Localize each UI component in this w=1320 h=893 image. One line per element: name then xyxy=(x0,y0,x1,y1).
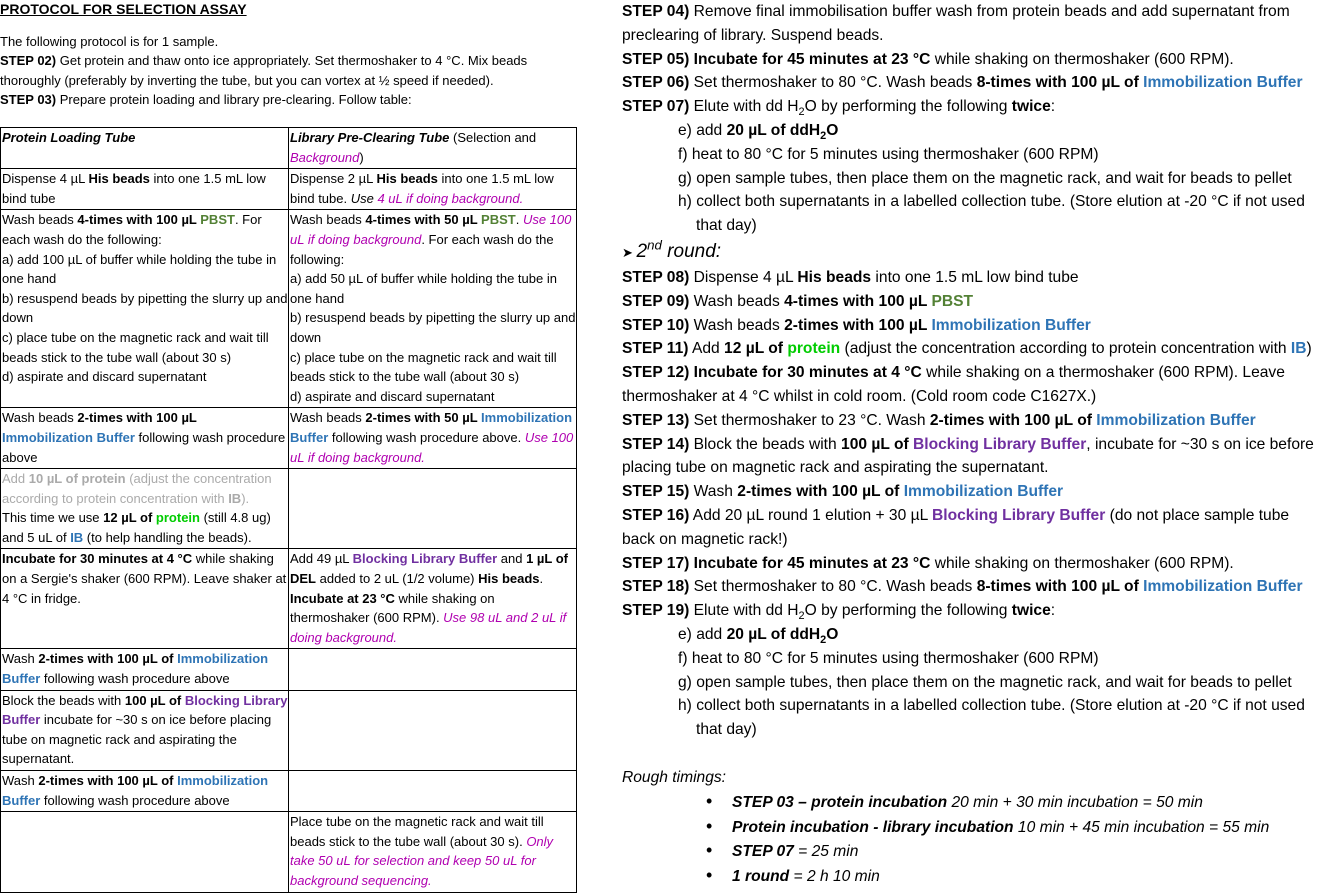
table-row: Incubate for 30 minutes at 4 °C while shaking on a Sergie's shaker (600 RPM). Leave shaker at 4 °C in fridge. Add 49 µL Blocking Library Buffer and 1 µL of DEL added to 2 uL (1/2 volume) His beads. Incubate at 23 °C while shaking on thermoshaker (600 RPM). Use 98 uL and 2 uL if doing background. xyxy=(1,549,577,649)
right-column xyxy=(622,0,1320,889)
substep-e: e) add 20 µL of ddH$_2$O xyxy=(678,625,839,647)
step-15: STEP 15) Wash 2-times with 100 µL of Immobilization Buffer xyxy=(622,483,1064,501)
substep-h: h) collect both supernatants in a labelled collection tube. (Store elution at -20 °C if not used that day) xyxy=(678,697,1305,739)
step-02: STEP 02) Get protein and thaw onto ice appropriately. Set thermoshaker to 4 °C. Mix beads thoroughly (preferably by inverting the tube, but you can vortex at ½ speed if needed). xyxy=(0,53,528,88)
substep-f: f) heat to 80 °C for 5 minutes using thermoshaker (600 RPM) xyxy=(678,649,1099,667)
substep-g: g) open sample tubes, then place them on the magnetic rack, and wait for beads to pellet xyxy=(678,169,1292,187)
left-column xyxy=(0,0,580,110)
page-title: PROTOCOL FOR SELECTION ASSAY xyxy=(0,1,247,17)
step-11: STEP 11) Add 12 µL of protein (adjust the concentration according to protein concentration with IB) xyxy=(622,340,1312,358)
table-row: Wash 2-times with 100 µL of Immobilization Buffer following wash procedure above xyxy=(1,771,577,812)
step-12: STEP 12) Incubate for 30 minutes at 4 °C while shaking on a thermoshaker (600 RPM). Leave thermoshaker at 4 °C whilst in cold room. (Cold room code C1627X.) xyxy=(622,364,1285,405)
step-09: STEP 09) Wash beads 4-times with 100 µL PBST xyxy=(622,292,974,310)
step-17: STEP 17) Incubate for 45 minutes at 23 °C while shaking on thermoshaker (600 RPM). xyxy=(622,554,1234,572)
table-row: Block the beads with 100 µL of Blocking Library Buffer incubate for ~30 s on ice before placing tube on magnetic rack and aspirating the supernatant. xyxy=(1,690,577,770)
step-03: STEP 03) Prepare protein loading and library pre-clearing. Follow table: xyxy=(0,92,412,108)
table-row: Add 10 µL of protein (adjust the concentration according to protein concentration with IB). This time we use 12 µL of protein (still 4.8 ug) and 5 uL of IB (to help handling the beads). xyxy=(1,469,577,549)
list-item: • 1 round = 2 h 10 min xyxy=(706,864,1320,889)
protocol-table xyxy=(0,127,577,893)
table-row: Place tube on the magnetic rack and wait till beads stick to the tube wall (about 30 s). Only take 50 uL for selection and keep 50 uL for background sequencing. xyxy=(1,812,577,892)
step-13: STEP 13) Set thermoshaker to 23 °C. Wash 2-times with 100 µL of Immobilization Buffer xyxy=(622,411,1256,429)
step-16: STEP 16) Add 20 µL round 1 elution + 30 µL Blocking Library Buffer (do not place sample tube back on magnetic rack!) xyxy=(622,506,1290,548)
table-row: Wash beads 4-times with 100 µL PBST. For each wash do the following: a) add 100 µL of buffer while holding the tube in one hand b) resuspend beads by pipetting the slurry up and down c) place tube on the magnetic rack and wait till beads stick to the tube wall (about 30 s) d) aspirate and discard supernatant Wash beads 4-times with 50 µL PBST. Use 100 uL if doing background. For each wash do the following: a) add 50 µL of buffer while holding the tube in one hand b) resuspend beads by pipetting the slurry up and down c) place tube on the magnetic rack and wait till beads stick to the tube wall (about 30 s) d) aspirate and discard supernatant xyxy=(1,210,577,408)
header-protein-loading: Protein Loading Tube xyxy=(1,128,289,169)
table-row: Dispense 4 µL His beads into one 1.5 mL low bind tube Dispense 2 µL His beads into one 1.5 mL low bind tube. Use 4 uL if doing background. xyxy=(1,169,577,210)
substep-h: h) collect both supernatants in a labelled collection tube. (Store elution at -20 °C if not used that day) xyxy=(678,193,1305,235)
substep-f: f) heat to 80 °C for 5 minutes using thermoshaker (600 RPM) xyxy=(678,145,1099,163)
step-18: STEP 18) Set thermoshaker to 80 °C. Wash beads 8-times with 100 µL of Immobilization Buffer xyxy=(622,578,1303,596)
list-item: • Protein incubation - library incubation 10 min + 45 min incubation = 55 min xyxy=(706,815,1320,840)
step-19: STEP 19) Elute with dd $H_2O$ by performing the following twice: xyxy=(622,602,1056,623)
rough-timings-heading: Rough timings: xyxy=(622,768,727,786)
header-library-preclearing: Library Pre-Clearing Tube (Selection and Background) xyxy=(289,128,577,169)
second-round-heading: ➤ 2nd round: xyxy=(622,237,722,262)
substep-g: g) open sample tubes, then place them on the magnetic rack, and wait for beads to pellet xyxy=(678,673,1292,691)
timings-list xyxy=(622,790,1320,889)
intro-text: The following protocol is for 1 sample. xyxy=(0,33,219,49)
step-14: STEP 14) Block the beads with 100 µL of Blocking Library Buffer, incubate for ~30 s on ice before placing tube on magnetic rack and aspirating the supernatant. xyxy=(622,435,1314,477)
list-item: • STEP 07 = 25 min xyxy=(706,839,1320,864)
table-row: Wash beads 2-times with 100 µL Immobilization Buffer following wash procedure above Wash beads 2-times with 50 µL Immobilization Buffer following wash procedure above. Use 100 uL if doing background. xyxy=(1,408,577,469)
table-header-row xyxy=(1,128,577,169)
table-row: Wash 2-times with 100 µL of Immobilization Buffer following wash procedure above xyxy=(1,649,577,690)
list-item: • STEP 03 – protein incubation 20 min + 30 min incubation = 50 min xyxy=(706,790,1320,815)
step-05: STEP 05) Incubate for 45 minutes at 23 °C while shaking on thermoshaker (600 RPM). xyxy=(622,50,1234,68)
step-06: STEP 06) Set thermoshaker to 80 °C. Wash beads 8-times with 100 µL of Immobilization Buffer xyxy=(622,74,1303,92)
step-04: STEP 04) Remove final immobilisation buffer wash from protein beads and add supernatant from preclearing of library. Suspend beads. xyxy=(622,3,1290,44)
arrow-bullet-icon: ➤ xyxy=(622,244,637,260)
step-07: STEP 07) Elute with dd $H_2O$ by performing the following twice: xyxy=(622,98,1056,119)
step-10: STEP 10) Wash beads 2-times with 100 µL Immobilization Buffer xyxy=(622,316,1091,334)
step-08: STEP 08) Dispense 4 µL His beads into one 1.5 mL low bind tube xyxy=(622,268,1079,286)
substep-e: e) add 20 µL of ddH$_2$O xyxy=(678,121,839,143)
